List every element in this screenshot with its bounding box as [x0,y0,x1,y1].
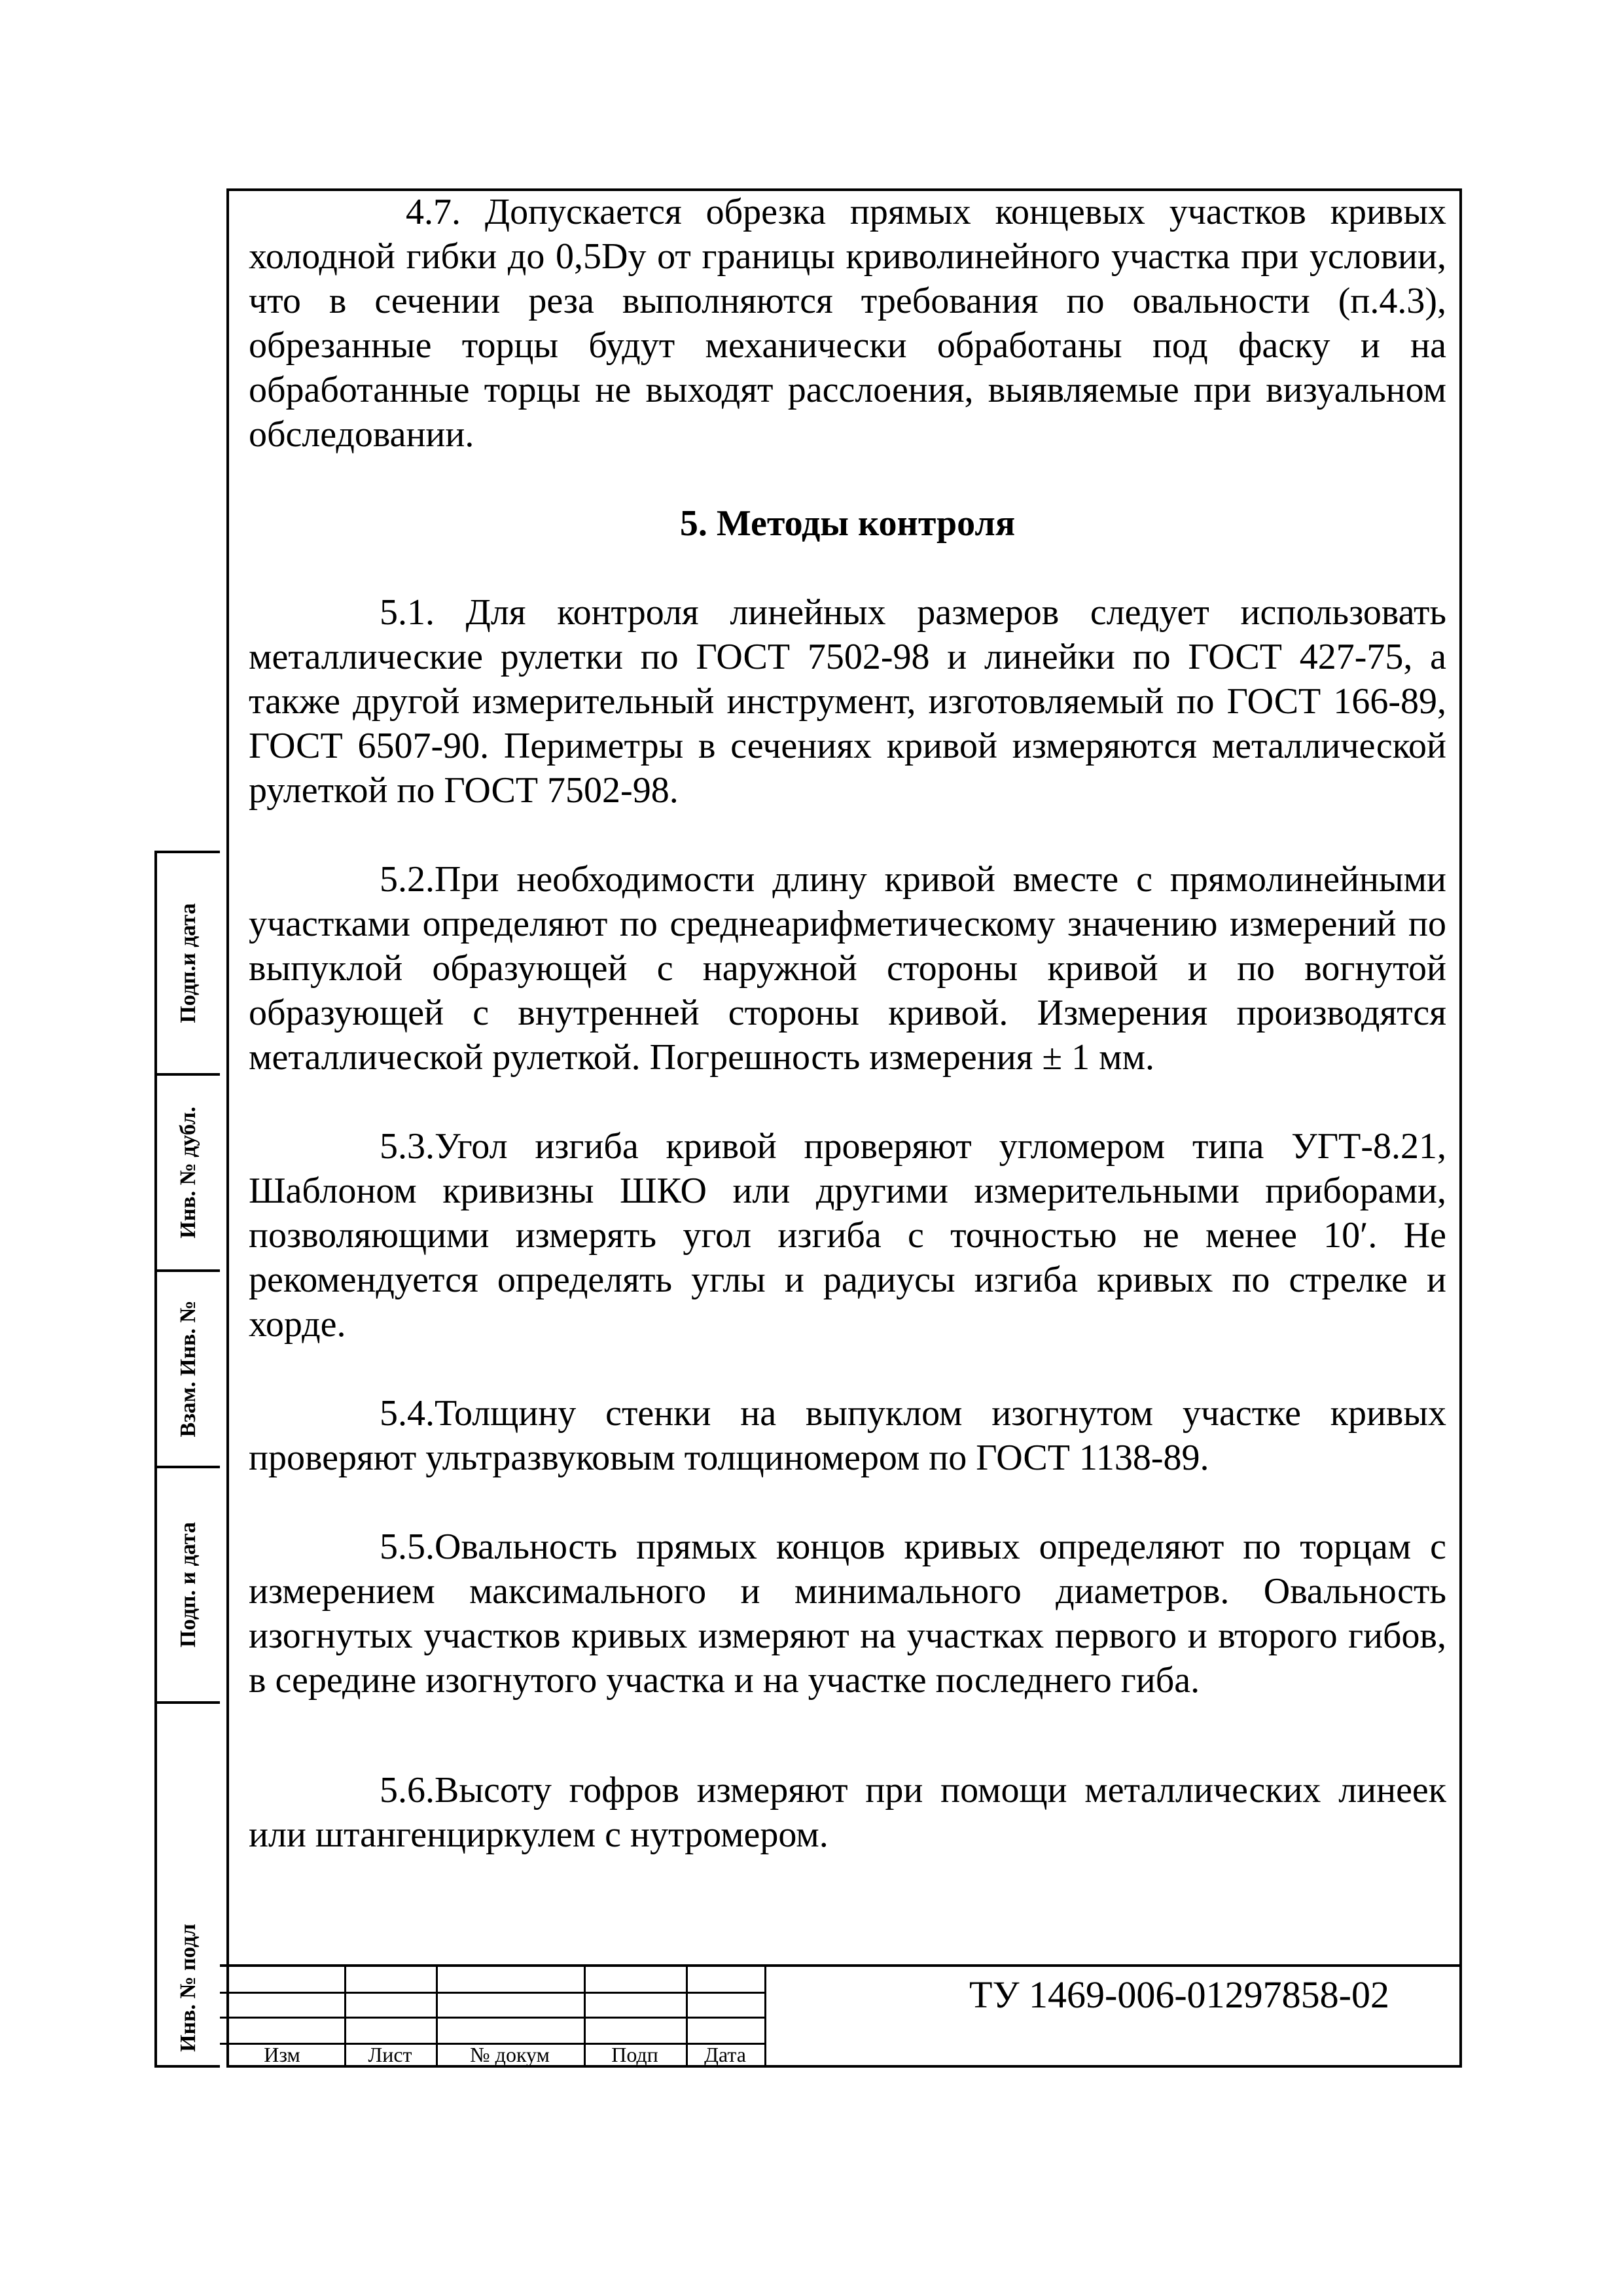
paragraph-5-6: 5.6.Высоту гофров измеряют при помощи металлических линеек или штангенциркулем с нутромером. [249,1770,1446,1855]
section-heading-5: 5. Методы контроля [679,503,1016,544]
stamp-label: Подп. и дата [176,1522,200,1648]
document-designation: ТУ 1469-006-01297858-02 [969,1973,1389,2016]
paragraph-5-4: 5.4.Толщину стенки на выпуклом изогнутом участке кривых проверяют ультразвуковым толщиномером по ГОСТ 1138-89. [249,1393,1446,1478]
stamp-cell-vzam-inv [157,1272,220,1468]
stamp-cell-inv-podl [157,1704,220,2068]
title-block-list: Лист [368,2043,412,2066]
paragraph-5-1: 5.1. Для контроля линейных размеров следует использовать металлические рулетки по ГОСТ 7502-98 и линейки по ГОСТ 427-75, а также другой измерительный инструмент, изготовляемый по ГОСТ 166-89, ГОСТ 6507-90. Периметры в сечениях кривой измеряются металлической рулеткой по ГОСТ 7502-98. [249,592,1446,811]
stamp-label: Взам. Инв. № [176,1300,200,1438]
stamp-label: Инв. № дубл. [176,1106,200,1239]
stamp-label: Инв. № подл [176,1923,200,2052]
stamp-label: Подп.и дата [176,903,200,1023]
document-body [249,190,1446,1857]
stamp-cell-inv-dubl [157,1076,220,1272]
title-block-data: Дата [704,2043,746,2066]
side-stamp [154,851,220,2068]
title-block [220,1964,1462,2068]
title-block-no-dokum: № докум [470,2043,550,2066]
stamp-cell-podp-data-2 [157,1468,220,1704]
stamp-cell-podp-data [157,853,220,1076]
paragraph-5-5: 5.5.Овальность прямых концов кривых определяют по торцам с измерением максимального и минимального диаметров. Овальность изогнутых участков кривых измеряют на участках первого и второго гибов, в середине изогнутого участка и на участке последнего гиба. [249,1527,1446,1701]
title-block-izm: Изм [264,2043,300,2066]
paragraph-5-2: 5.2.При необходимости длину кривой вместе с прямолинейными участками определяют по среднеарифметическому значению измерений по выпуклой образующей с наружной стороны кривой и по вогнутой образующей с внутренней стороны кривой. Измерения производятся металлической рулеткой. Погрешность измерения ± 1 мм. [249,859,1446,1078]
paragraph-4-7: 4.7. Допускается обрезка прямых концевых участков кривых холодной гибки до 0,5Dy от границы криволинейного участка при условии, что в сечении реза выполняются требования по овальности (п.4.3), обрезанные торцы будут механически обработаны под фаску и на обработанные торцы не выходят расслоения, выявляемые при визуальном обследовании. [249,192,1446,455]
paragraph-5-3: 5.3.Угол изгиба кривой проверяют угломером типа УГТ-8.21, Шаблоном кривизны ШКО или другими измерительными приборами, позволяющими измерять угол изгиба с точностью не менее 10′. Не рекомендуется определять углы и радиусы изгиба кривых по стрелке и хорде. [249,1126,1446,1345]
title-block-podp: Подп [611,2043,658,2066]
